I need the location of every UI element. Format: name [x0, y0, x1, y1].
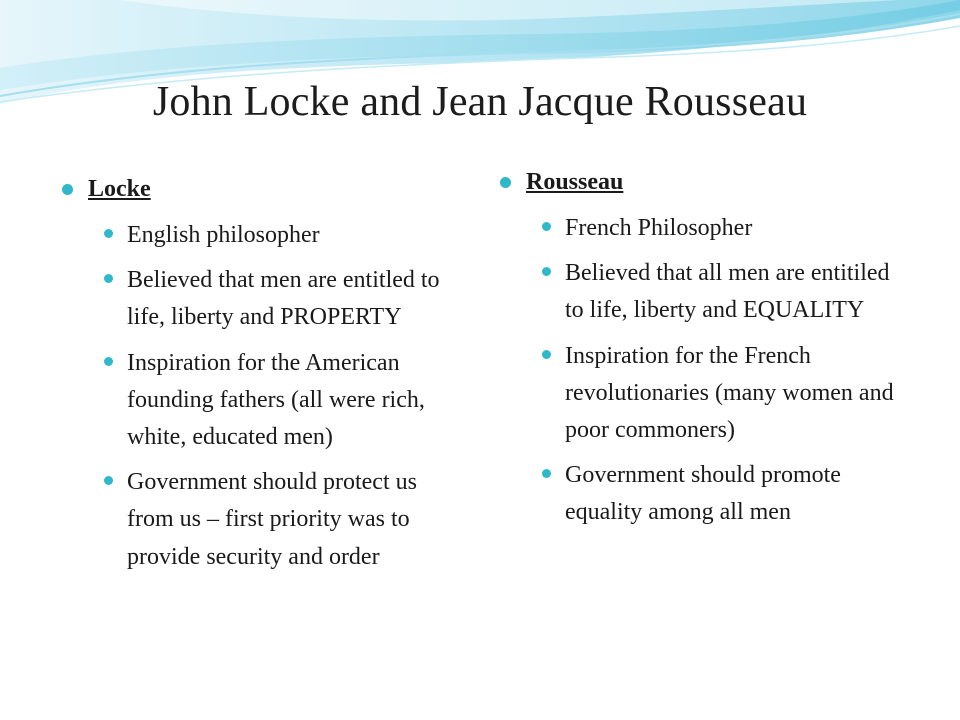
bullet-icon: [104, 229, 113, 238]
list-item: [542, 255, 900, 329]
list-item-text: English philosopher: [127, 222, 320, 248]
list-item-text: Government should protect us from us – first priority was to provide security and order: [127, 469, 417, 570]
rousseau-heading: Rousseau: [526, 169, 624, 195]
list-item: [542, 457, 900, 531]
bullet-icon: [500, 177, 511, 188]
bullet-icon: [542, 267, 551, 276]
bullet-icon: [542, 469, 551, 478]
rousseau-bullet-list: [542, 210, 900, 532]
slide-title: John Locke and Jean Jacque Rousseau: [152, 79, 808, 125]
locke-bullet-list: [104, 217, 462, 576]
bullet-icon: [104, 357, 113, 366]
list-item: [104, 345, 462, 457]
rousseau-column: [500, 169, 900, 540]
list-item: [104, 262, 462, 336]
list-item-text: Believed that all men are entitiled to life, liberty and EQUALITY: [565, 260, 890, 324]
bullet-icon: [62, 184, 73, 195]
list-item: [542, 210, 900, 247]
list-item: [104, 217, 462, 254]
list-item-text: French Philosopher: [565, 215, 753, 241]
locke-column: [62, 176, 462, 584]
locke-heading: Locke: [88, 176, 151, 202]
bullet-icon: [542, 222, 551, 231]
list-item-text: Inspiration for the American founding fathers (all were rich, white, educated men): [127, 349, 425, 450]
list-item-text: Believed that men are entitled to life, liberty and PROPERTY: [127, 267, 440, 331]
list-item: [104, 464, 462, 576]
bullet-icon: [104, 274, 113, 283]
rousseau-heading-item: [500, 169, 900, 196]
bullet-icon: [542, 350, 551, 359]
locke-heading-item: [62, 176, 462, 203]
list-item-text: Government should promote equality among all men: [565, 462, 841, 526]
list-item: [542, 338, 900, 450]
list-item-text: Inspiration for the French revolutionaries (many women and poor commoners): [565, 342, 894, 443]
bullet-icon: [104, 476, 113, 485]
